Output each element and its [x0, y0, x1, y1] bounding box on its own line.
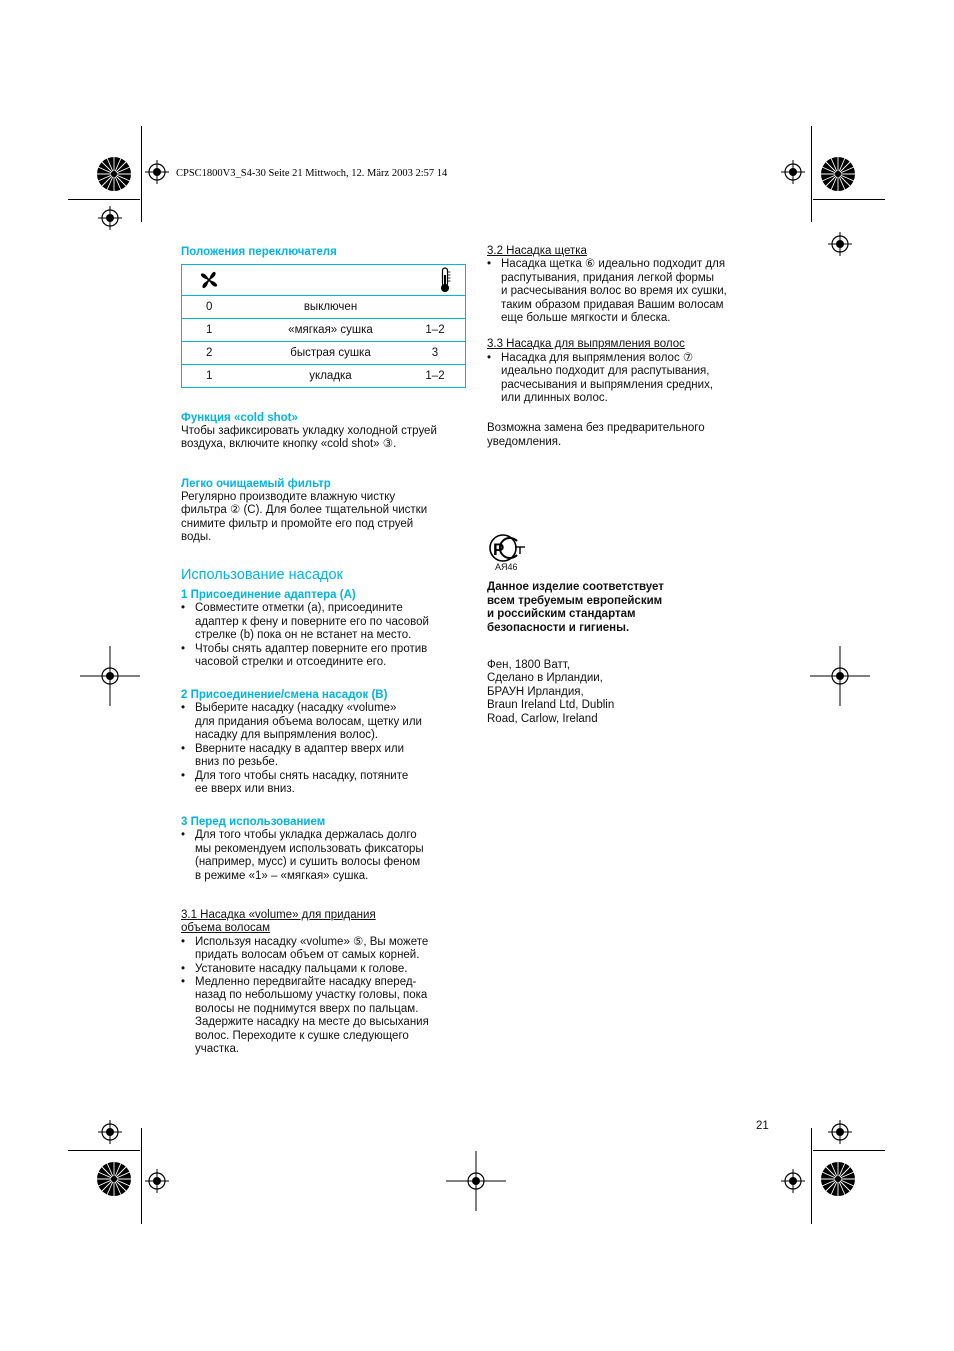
notice-text: Возможна замена без предварительного уведомления.: [487, 422, 705, 448]
list-item: • Насадка щетка ⑥ идеально подходит для распутывания, придания легкой формы и расчесывания волос во время их сушки, таким образом придавая Вашим волосам еще больше мягкости и блеска.: [487, 258, 777, 325]
straightener-text: [487, 352, 777, 406]
cert-code: АЯ46: [495, 562, 518, 573]
nozzle-text: [181, 702, 471, 796]
switch-row: 2 быстрая сушка 3: [182, 342, 466, 365]
before-use-title: 3 Перед использованием: [181, 816, 326, 829]
svg-text:Р: Р: [493, 540, 505, 560]
adapter-title: 1 Присоединение адаптера (A): [181, 589, 356, 602]
list-item: • Чтобы снять адаптер поверните его против часовой стрелки и отсоедините его.: [181, 643, 471, 670]
switch-row: 0 выключен: [182, 296, 466, 319]
thermometer-icon: [438, 267, 452, 293]
list-item: • Установите насадку пальцами к голове.: [181, 963, 471, 976]
list-item: • Совместите отметки (a), присоедините адаптер к фену и поверните его по часовой стрелке (b) пока он не встанет на место.: [181, 602, 471, 642]
list-item: • Насадка для выпрямления волос ⑦ идеально подходит для распутывания, расчесывания и выпрямления средних, или длинных волос.: [487, 352, 777, 406]
list-item: • Медленно передвигайте насадку вперед- назад по небольшому участку головы, пока волосы не поднимутся вверх по пальцам. Задержите насадку на месте до высыхания волос. Переходите к сушке следующего участка.: [181, 976, 471, 1056]
adapter-text: [181, 602, 471, 669]
conformity-text: Данное изделие соответствует всем требуемым европейским и российским стандартам безопасности и гигиены.: [487, 581, 664, 634]
switch-table: [181, 264, 466, 388]
volume-title: 3.1 Насадка «volume» для придания объема волосам: [181, 908, 376, 935]
list-item: • Используя насадку «volume» ⑤, Вы можете придать волосам объем от самых корней.: [181, 936, 471, 963]
print-slug: CPSC1800V3_S4-30 Seite 21 Mittwoch, 12. März 2003 2:57 14: [176, 168, 448, 179]
switch-row: 1 «мягкая» сушка 1–2: [182, 319, 466, 342]
before-use-text: [181, 829, 471, 883]
list-item: • Для того чтобы снять насадку, потяните ее вверх или вниз.: [181, 770, 471, 797]
volume-text: [181, 936, 471, 1057]
starburst-icon: [97, 157, 131, 191]
cold-shot-title: Функция «cold shot»: [181, 412, 298, 424]
gost-mark: [487, 533, 777, 573]
switch-row: 1 укладка 1–2: [182, 365, 466, 388]
straightener-title: 3.3 Насадка для выпрямления волос: [487, 338, 685, 351]
switch-title: Положения переключателя: [181, 246, 337, 258]
page-number: 21: [756, 1120, 769, 1132]
maker-text: Фен, 1800 Ватт, Сделано в Ирландии, БРАУН Ирландия, Braun Ireland Ltd, Dublin Road, Carlow, Ireland: [487, 658, 615, 725]
right-column: [487, 245, 777, 726]
brush-title: 3.2 Насадка щетка: [487, 245, 587, 257]
brush-text: [487, 258, 777, 325]
starburst-icon: [821, 1162, 855, 1196]
left-column: [181, 245, 471, 1056]
filter-title: Легко очищаемый фильтр: [181, 477, 331, 490]
starburst-icon: [97, 1162, 131, 1196]
nozzle-title: 2 Присоединение/смена насадок (B): [181, 689, 388, 702]
list-item: • Вверните насадку в адаптер вверх или вниз по резьбе.: [181, 743, 471, 770]
starburst-icon: [821, 157, 855, 191]
gost-certification-icon: [487, 533, 527, 565]
cold-shot-text: Чтобы зафиксировать укладку холодной струей воздуха, включите кнопку «cold shot» ③.: [181, 425, 437, 451]
fan-icon: [198, 269, 220, 291]
attachments-title: Использование насадок: [181, 567, 343, 584]
list-item: • Выберите насадку (насадку «volume» для придания объема волосам, щетку или насадку для выпрямления волос).: [181, 702, 471, 742]
list-item: • Для того чтобы укладка держалась долго мы рекомендуем использовать фиксаторы (например, мусс) и сушить волосы феном в режиме «1» – «мягкая» сушка.: [181, 829, 471, 883]
filter-text: Регулярно производите влажную чистку фильтра ② (C). Для более тщательной чистки снимите фильтр и промойте его под струей воды.: [181, 490, 428, 544]
